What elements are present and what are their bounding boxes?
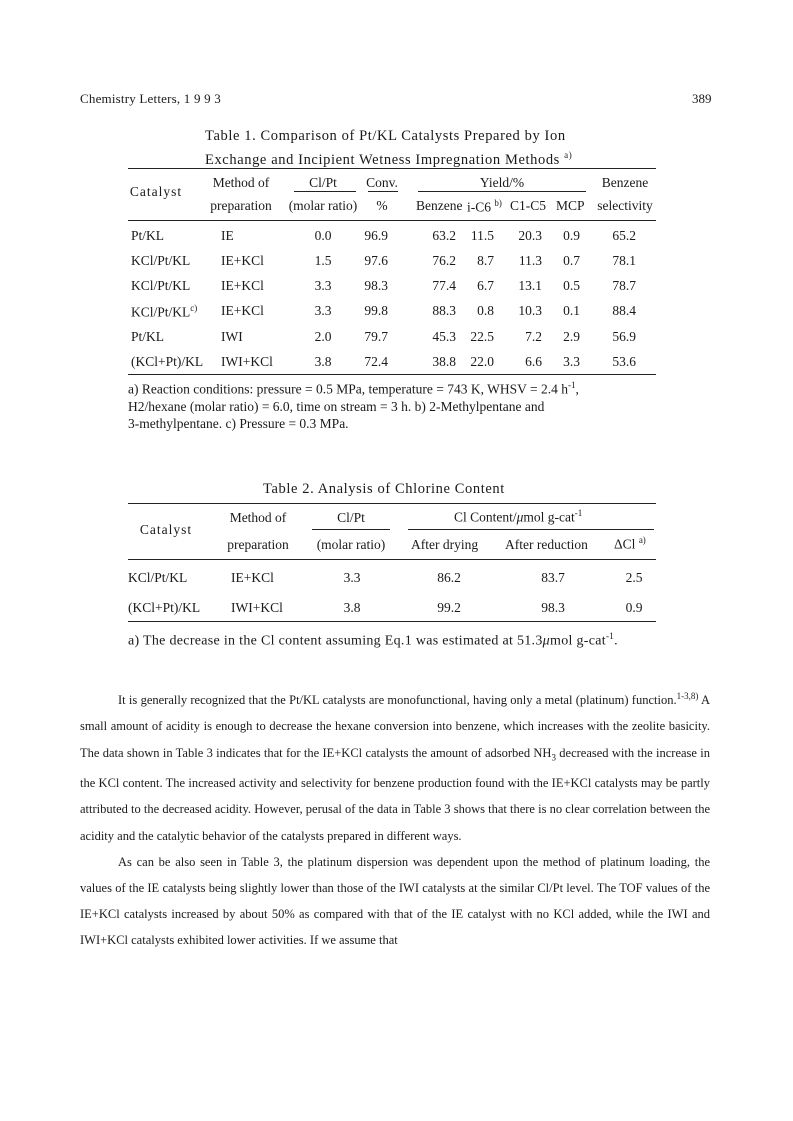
body-paragraph-2: As can be also seen in Table 3, the platinum dispersion was dependent upon the method of platinum loading, the values of the IE catalysts being slightly lower than those of the IWI catalysts at the similar Cl/Pt level. The TOF values of the IE+KCl catalysts increased by about 50% as compared with that of the IE catalyst with no KCl added, while the IWI and IWI+KCl catalysts exhibited lower activities. If we assume that [80,854,710,948]
table1-footnote-sup: -1 [568,380,576,390]
table1-cell-c1c5: 6.6 [525,354,542,369]
table2-head-delta-note: a) [638,535,646,545]
table1-cell-ic6: 8.7 [477,253,494,268]
table2-header-rule [128,559,656,560]
table1-cell-catalyst: KCl/Pt/KL$^{c)}$ [131,303,198,320]
table1-cell-clpt: 0.0 [314,228,332,243]
body-paragraph-1: It is generally recognized that the Pt/KL catalysts are monofunctional, having only a metal (platinum) function.$^{1-3,8)}$ A small amount of acidity is enough to decrease the hexane conversion into benzene, which increases with the zeolite basicity. The data shown in Table 3 indicates that for the IE+KCl catalysts the amount of adsorbed $NH_3$ decreased with the increase in the KCl content. The increased activity and selectivity for benzene production found with the IE+KCl catalysts may be partly attributed to the decreased acidity. However, perusal of the data in Table 3 shows that there is no clear correlation between the acidity and the catalytic behavior of the catalysts prepared in different ways. [80,691,710,843]
table1-cell-benzene: 45.3 [432,329,456,344]
table1-head-catalyst: Catalyst [129,184,183,199]
table2-head-method-b: preparation [227,537,289,552]
table1-head-method-a: Method of [212,175,270,190]
table1-footnotes [128,377,688,432]
table1-cell-ic6: 11.5 [470,228,494,243]
table1-head-method-b: preparation [210,198,272,213]
body-text [80,683,710,954]
table2-top-rule [128,503,656,504]
table2-clpt-underline [312,529,390,530]
table1-cell-benzene: 76.2 [432,253,456,268]
table1-footnote-line3: 3-methylpentane. c) Pressure = 0.3 MPa. [128,415,349,431]
table2-content-underline [408,529,654,530]
table2-cell-method: IE+KCl [231,570,274,585]
table2-cell-delta-cl: 2.5 [625,570,643,585]
table1-cell-benzene: 63.2 [432,228,456,243]
table1-bottom-rule [128,374,656,375]
table1-cell-catalyst: KCl/Pt/KL [131,278,191,293]
table1-caption-note: a) [564,150,573,160]
table1-cell-mcp: 0.7 [563,253,580,268]
table1-cell-c1c5: 11.3 [518,253,542,268]
table1-cell-conv: 97.6 [364,253,388,268]
table1-cell-catalyst: KCl/Pt/KL [131,253,191,268]
table1-head-conv-b: % [376,198,388,213]
table2-caption: Table 2. Analysis of Chlorine Content [263,481,505,497]
table2-cell-catalyst: (KCl+Pt)/KL [128,600,201,615]
body-paragraph-1-ref: 1-3,8) [676,691,699,701]
table1-cell-catalyst: Pt/KL [131,329,165,344]
table1-cell-c1c5: 7.2 [525,329,542,344]
table1-cell-clpt: 3.3 [314,278,332,293]
table1-conv-underline [368,191,398,192]
table1-footnote-line2: H2/hexane (molar ratio) = 6.0, time on stream = 3 h. b) 2-Methylpentane and [128,398,545,414]
table1-cell-conv: 99.8 [364,303,388,318]
table1-footnote-line1: a) Reaction conditions: pressure = 0.5 MPa, temperature = 743 K, WHSV = 2.4 $h^{-1}$, [128,380,579,397]
table1-header-rule [128,220,656,221]
table1-cell-clpt: 1.5 [314,253,332,268]
table1-cell-method: IE+KCl [221,253,264,268]
table1-cell-method: IE+KCl [221,303,264,318]
page-number: 389 [692,91,712,106]
table1-head-sub-c1c5: C1-C5 [510,198,547,213]
table1-yield-underline [418,191,586,192]
table1-cell-c1c5: 10.3 [518,303,542,318]
table1-cell-catalyst: (KCl+Pt)/KL [131,354,204,369]
table1-head-sub-mcp: MCP [556,198,585,213]
table1-caption-line2: Exchange and Incipient Wetness Impregnation Methods $^{a)}$ [205,150,573,168]
table2-cell-after-drying: 86.2 [437,570,461,585]
table1-top-rule [128,168,656,169]
table2-cell-delta-cl: 0.9 [625,600,643,615]
table1-head-yield: Yield/% [479,175,525,190]
table1-cell-method: IE [221,228,234,243]
table1-cell-mcp: 0.1 [563,303,580,318]
table1-cell-ic6: 22.5 [470,329,494,344]
table2-head-catalyst: Catalyst [139,522,193,537]
table1-cell-c1c5: 13.1 [518,278,542,293]
table1-cell-conv: 79.7 [364,329,388,344]
table1-cell-catalyst: Pt/KL [131,228,165,243]
table1-cell-mcp: 0.9 [563,228,580,243]
table1-cell-selectivity: 88.4 [612,303,636,318]
table1-cell-clpt: 3.3 [314,303,332,318]
table2-head-after-drying: After drying [411,537,479,552]
table1-head-benzene-a: Benzene [601,175,649,190]
table2-head-clpt-a: Cl/Pt [337,510,365,525]
table1-cell-selectivity: 78.1 [612,253,636,268]
table1-cell-mcp: 3.3 [563,354,580,369]
table2-cell-method: IWI+KCl [231,600,283,615]
table2-bottom-rule [128,621,656,622]
table2-head-method-a: Method of [229,510,287,525]
table1-cell-mcp: 0.5 [563,278,580,293]
table1-cell-clpt: 2.0 [314,329,332,344]
table1-cell-selectivity: 65.2 [612,228,636,243]
table2-cell-after-drying: 99.2 [437,600,461,615]
table2-cell-catalyst: KCl/Pt/KL [128,570,188,585]
table1-cell-clpt: 3.8 [314,354,332,369]
table1-cell-ic6: 6.7 [477,278,494,293]
table1-head-conv-a: Conv. [366,175,398,190]
table1-cell-conv: 96.9 [364,228,388,243]
table1-cell-benzene: 77.4 [432,278,456,293]
table1-cell-benzene: 38.8 [432,354,456,369]
table1-cell-conv: 72.4 [364,354,388,369]
table1-caption-line1: Table 1. Comparison of Pt/KL Catalysts Prepared by Ion [205,128,566,144]
table1-cell-selectivity: 53.6 [612,354,636,369]
table1-cell-ic6: 0.8 [477,303,494,318]
journal-header: Chemistry Letters, 1 9 9 3 [80,91,221,106]
table2-head-clpt-b: (molar ratio) [316,537,386,552]
table1-cell-selectivity: 56.9 [612,329,636,344]
table1-head-benzene-b: selectivity [597,198,653,213]
table1-cell-method: IE+KCl [221,278,264,293]
table1-cell-method: IWI+KCl [221,354,273,369]
table2-cell-after-reduction: 83.7 [541,570,565,585]
table1-head-clpt-b: (molar ratio) [288,198,358,213]
table1-cell-c1c5: 20.3 [518,228,542,243]
table1-head-clpt-a: Cl/Pt [309,175,337,190]
table2-cell-clpt: 3.3 [343,570,361,585]
table1-head-sub-ic6: i-C6 $^{b)}$ [467,198,502,215]
table2-head-after-reduction: After reduction [505,537,588,552]
table2-cell-after-reduction: 98.3 [541,600,565,615]
table1-cell-benzene: 88.3 [432,303,456,318]
table1-cell-method: IWI [221,329,243,344]
table1-caption [205,127,572,170]
table1-head-sub-ic6-note: b) [494,198,502,208]
table2-head-content: Cl Content/μmol g-cat$^{-1}$ [454,508,583,525]
table1-cell-ic6: 22.0 [470,354,494,369]
table1-head-sub-benzene: Benzene [416,198,463,213]
table1-cell-selectivity: 78.7 [612,278,636,293]
table2-footnote: a) The decrease in the Cl content assuming Eq.1 was estimated at 51.3μmol g-cat$^{-1}$. [128,631,618,649]
table1-cell-catalyst-note: c) [190,303,198,313]
table1-cell-mcp: 2.9 [563,329,580,344]
table1-cell-conv: 98.3 [364,278,388,293]
table2-head-delta-cl: ΔCl $^{a)}$ [614,535,646,552]
table2-cell-clpt: 3.8 [343,600,361,615]
table1-clpt-underline [294,191,356,192]
